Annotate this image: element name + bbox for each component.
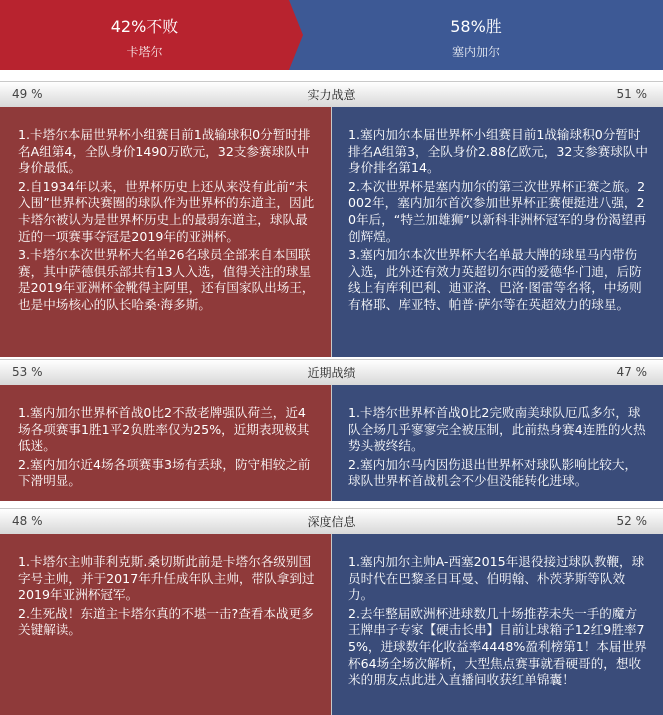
- section-recent-form: [0, 359, 663, 501]
- paragraph[interactable]: 2.去年整届欧洲杯进球数几十场推荐未失一手的魔方王牌串子专家【硬击长串】目前让球箱子12红9胜率75%，进球数年化收益率4448%盈利榜第1！本届世界杯64场全场次解析，大型焦点赛事就看硬哥的，想收米的朋友点此进入直播间收获红单锦囊！: [348, 605, 647, 688]
- left-column: [0, 107, 332, 357]
- section-strength: [0, 81, 663, 357]
- paragraph: 2.塞内加尔近4场各项赛事3场有丢球，防守相较之前下滑明显。: [18, 456, 311, 489]
- paragraph: 2.自1934年以来，世界杯历史上还从来没有此前“未入围”世界杯决赛圈的球队作为世界杯的东道主，因此卡塔尔被认为是世界杯历史上的最弱东道主，球队最近的一项赛事夺冠是2019年的亚洲杯。: [18, 178, 315, 244]
- paragraph: 3.卡塔尔本次世界杯大名单26名球员全部来自本国联赛，其中萨德俱乐部共有13人入选，值得关注的球星是2019年亚洲杯金靴得主阿里，还有国家队出场王，也是中场核心的队长哈桑·海多斯。: [18, 247, 315, 312]
- paragraph: 1.塞内加尔主帅A-西塞2015年退役接过球队教鞭，球员时代在巴黎圣日耳曼、伯明翰、朴茨茅斯等队效力。: [348, 554, 645, 603]
- paragraph: 1.卡塔尔世界杯首战0比2完败南美球队厄瓜多尔，球队全场几乎寥寥完全被压制，此前热身赛4连胜的火热势头被终结。: [348, 405, 646, 454]
- senegal-probability-block: [289, 0, 663, 70]
- left-percentage: 53 %: [12, 365, 43, 379]
- paragraph[interactable]: 2.生死战！东道主卡塔尔真的不堪一击?查看本战更多关键解读。: [18, 605, 314, 638]
- section-deep-info: [0, 508, 663, 715]
- qatar-probability-text: 42%不败: [110, 17, 179, 36]
- left-percentage: 49 %: [12, 87, 43, 101]
- right-column: [332, 107, 663, 357]
- right-column: [332, 385, 663, 501]
- section-body: [0, 107, 663, 357]
- paragraph: 3.塞内加尔本次世界杯大名单最大牌的球星马内带伤入选，此外还有效力英超切尔西的爱德华·门迪，后防线上有库利巴利、迪亚洛、巴洛·图雷等名将，中场则有格耶、库亚特、帕普·萨尔等在英超效力的球星。: [348, 247, 642, 312]
- section-body: [0, 534, 663, 715]
- section-body: [0, 385, 663, 501]
- paragraph: 1.塞内加尔本届世界杯小组赛目前1战输球积0分暂时排名A组第3，全队身价2.88亿欧元，32支参赛球队中身价排名第14。: [348, 127, 648, 176]
- section-title: 实力战意: [307, 88, 356, 102]
- senegal-team-name: 塞内加尔: [451, 45, 500, 59]
- left-column: [0, 385, 332, 501]
- right-column: [332, 534, 663, 715]
- right-percentage: 52 %: [616, 514, 647, 528]
- section-title: 深度信息: [307, 515, 356, 529]
- section-header: [0, 359, 663, 385]
- left-percentage: 48 %: [12, 514, 43, 528]
- right-percentage: 51 %: [616, 87, 647, 101]
- paragraph: 1.塞内加尔世界杯首战0比2不敌老牌强队荷兰，近4场各项赛事1胜1平2负胜率仅为25%，近期表现极其低迷。: [18, 405, 310, 454]
- qatar-probability-block: [0, 0, 289, 70]
- section-title: 近期战绩: [307, 366, 356, 380]
- paragraph: 1.卡塔尔本届世界杯小组赛目前1战输球积0分暂时排名A组第4，全队身价1490万欧元，32支参赛球队中身价最低。: [18, 127, 311, 176]
- senegal-probability-text: 58%胜: [450, 17, 502, 36]
- right-percentage: 47 %: [616, 365, 647, 379]
- section-header: [0, 81, 663, 107]
- qatar-team-name: 卡塔尔: [126, 45, 163, 59]
- paragraph: 1.卡塔尔主帅菲利克斯.桑切斯此前是卡塔尔各级别国字号主帅，并于2017年升任成年队主帅，带队拿到过2019年亚洲杯冠军。: [18, 554, 315, 603]
- paragraph: 2.塞内加尔马内因伤退出世界杯对球队影响比较大，球队世界杯首战机会不少但没能转化进球。: [348, 456, 638, 489]
- paragraph: 2.本次世界杯是塞内加尔的第三次世界杯正赛之旅。2002年，塞内加尔首次参加世界杯正赛便挺进八强，20年后，“特兰加雄狮”以新科非洲杯冠军的身份渴望再创辉煌。: [348, 178, 647, 244]
- win-probability-header: [0, 0, 663, 70]
- section-header: [0, 508, 663, 534]
- left-column: [0, 534, 332, 715]
